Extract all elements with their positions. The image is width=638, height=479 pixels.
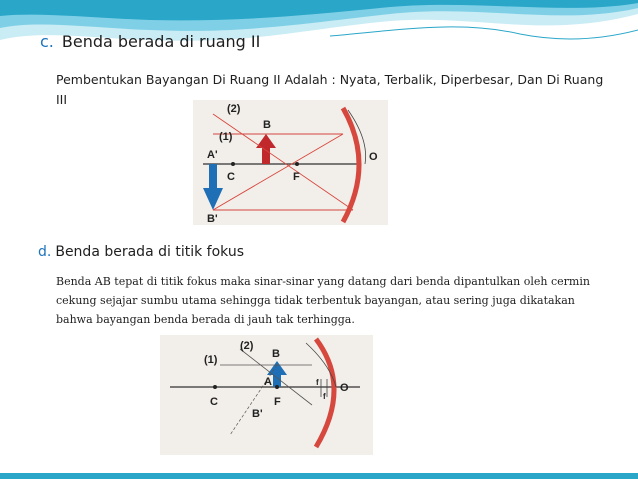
d2-label-b-prime: B': [252, 408, 263, 420]
section-d-heading: [38, 244, 244, 260]
section-c-marker: c.: [40, 32, 54, 51]
d2-label-b: B: [272, 348, 280, 360]
d2-label-f1: f: [316, 378, 319, 387]
section-c-paragraph: Pembentukan Bayangan Di Ruang II Adalah : Nyata, Terbalik, Diperbesar, Dan Di Ruang III: [56, 72, 604, 107]
d1-label-b: B: [263, 119, 271, 131]
section-c-title: Benda berada di ruang II: [61, 32, 261, 51]
d2-label-a: A: [264, 376, 272, 388]
d1-label-b-prime: B': [207, 213, 218, 225]
d2-label-ray2: (2): [240, 340, 254, 352]
section-d-title: Benda berada di titik fokus: [55, 244, 244, 260]
bottom-accent-line: [0, 473, 638, 479]
d1-label-c: C: [227, 171, 235, 183]
d1-label-ray2: (2): [227, 103, 241, 115]
d2-label-c: C: [210, 396, 218, 408]
d2-label-f2: f: [323, 392, 326, 401]
diagram-ruang-ii: [193, 100, 388, 225]
d2-label-o: O: [340, 382, 349, 394]
d2-label-f: F: [274, 396, 281, 408]
section-d-marker: d.: [38, 244, 52, 260]
d1-label-ray1: (1): [219, 131, 233, 143]
d1-label-a-prime: A': [207, 149, 218, 161]
d1-label-f: F: [293, 171, 300, 183]
section-d-paragraph: Benda AB tepat di titik fokus maka sinar-sinar yang datang dari benda dipantulkan oleh cermin cekung sejajar sumbu utama sehingga tidak terbentuk bayangan, atau sering juga dikatakan bahwa bayangan benda berada di jauh tak terhingga.: [56, 275, 590, 326]
d1-label-o: O: [369, 151, 378, 163]
d2-label-ray1: (1): [204, 354, 218, 366]
section-c-heading: [40, 32, 260, 51]
diagram-titik-fokus: [160, 335, 373, 455]
